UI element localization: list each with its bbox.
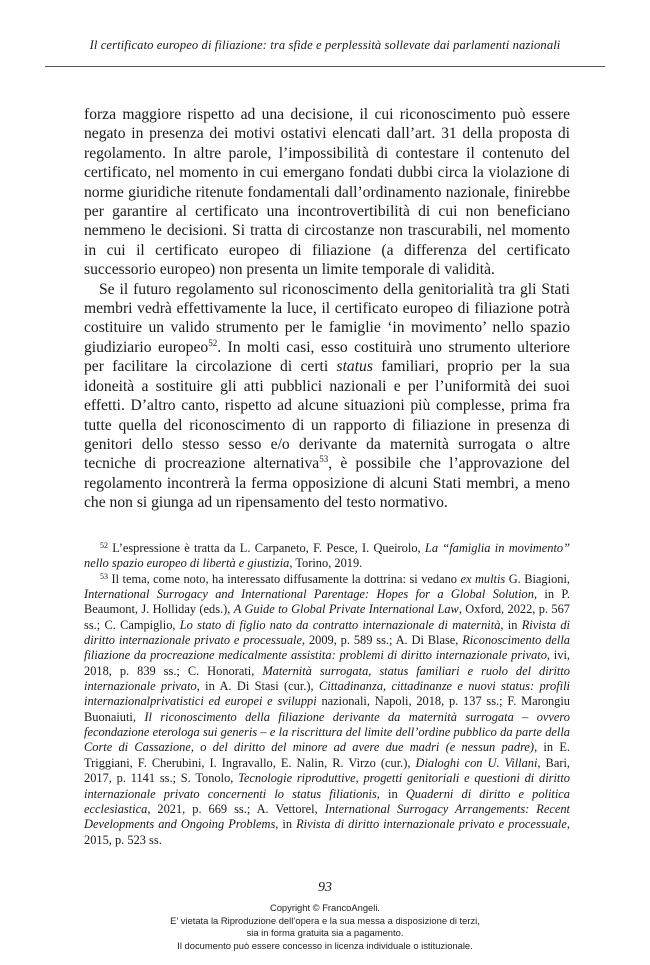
footnote-italic-title: Tecnologie riproduttive, progetti genitoriali e questioni di diritto internazionale privato concernenti lo status filiationis <box>84 771 571 801</box>
body-paragraph-1 <box>84 105 570 280</box>
footnote-text: Il tema, come noto, ha interessato diffusamente la dottrina: si vedano <box>108 571 461 586</box>
footnote-52 <box>84 541 570 572</box>
footnote-text: , 2009, p. 589 ss.; A. Di Blase, <box>302 633 463 648</box>
body-text-segment: , è possibile che l’approvazione del regolamento incontrerà la ferma opposizione di alcuni Stati membri, a meno che non si giunga ad un ripensamento del testo normativo. <box>84 455 570 512</box>
footnote-text: , 2015, p. 523 ss. <box>84 817 570 847</box>
body-text-segment: forza maggiore rispetto ad una decisione, il cui riconoscimento può essere negato in presenza dei motivi ostativi elencati dall’art. 31 della proposta di regolamento. In altre parole, l’impossibilità di contestare il contenuto del certificato, nel momento in cui emergano fondati dubbi circa la violazione di norme giuridiche ritenute fondamentali dall’ordinamento nazionale, finirebbe per garantire al certificato una incontrovertibilità di cui non beneficiano nemmeno le decisioni. Si tratta di circostanze non trascurabili, nel momento in cui il certificato europeo di filiazione (a differenza del certificato successorio europeo) non presenta un limite temporale di validità. <box>84 106 570 279</box>
footnote-italic-title: Riconoscimento della filiazione da procreazione medicalmente assistita: problemi di diritto internazionale privato <box>84 633 571 663</box>
footnote-text: , in A. Di Stasi (cur.), <box>196 679 319 694</box>
footnote-italic-title: Il riconoscimento della filiazione derivante da maternità surrogata – ovvero fecondazione eterologa sui generis – e la riscrittura del limite dell’ordine pubblico da parte della Corte di Cassazione, o del diritto del minore ad avere due madri (e nessun padre) <box>84 709 570 755</box>
footnote-ref-53[interactable]: 53 <box>319 454 329 465</box>
footnote-italic-title: Lo stato di figlio nato da contratto internazionale di maternità <box>179 617 501 632</box>
footnote-text: , 2021, p. 669 ss.; A. Vettorel, <box>147 801 325 816</box>
footnote-text: , Oxford, 2022, p. 567 ss.; C. Campiglio, <box>84 602 571 632</box>
copyright-line: Copyright © FrancoAngeli. <box>269 902 381 913</box>
footnote-italic-title: Rivista di diritto internazionale privato e processuale <box>296 817 567 832</box>
footnote-italic-title: A Guide to Global Private International Law <box>233 602 459 617</box>
footnote-text: , in P. Beaumont, J. Holliday (eds.), <box>84 587 570 617</box>
copyright-line: E’ vietata la Riproduzione dell’opera e la sua messa a disposizione di terzi, <box>170 914 480 926</box>
footnote-italic-title: Dialoghi con U. Villani <box>415 755 538 770</box>
body-text-segment: Se il futuro regolamento sul riconoscimento della genitorialità tra gli Stati membri vedrà effettivamente la luce, il certificato europeo di filiazione potrà costituire un valido strumento per le famiglie ‘in movimento’ nello spazio giudiziario europeo <box>84 280 570 356</box>
body-paragraph-2 <box>84 280 570 513</box>
footnote-text: , in <box>376 786 406 801</box>
footnote-text: , Bari, 2017, p. 1141 ss.; S. Tonolo, <box>84 755 570 786</box>
footnote-number: 53 <box>100 571 108 581</box>
footnote-text: G. Biagioni, <box>505 571 570 586</box>
footnote-italic-title: Maternità surrogata, status familiari e ruolo del diritto internazionale privato <box>84 663 570 694</box>
body-text-segment: . In molti casi, esso costituirà uno strumento ulteriore per facilitare la circolazione di certi <box>84 338 570 376</box>
copyright-notice <box>0 902 650 952</box>
footnote-italic-title: Quaderni di diritto e politica ecclesiastica <box>84 786 570 816</box>
footnote-text: , in E. Triggiani, F. Cherubini, I. Ingravallo, E. Nalin, R. Virzo (cur.), <box>84 740 570 770</box>
footnote-italic-title: La “famiglia in movimento” nello spazio europeo di libertà e giustizia <box>84 541 570 571</box>
footnote-text: , in <box>500 617 522 632</box>
main-text <box>84 105 570 513</box>
footnote-italic-title: ex multis <box>460 571 506 586</box>
copyright-line: Il documento può essere concesso in licenza individuale o istituzionale. <box>177 939 473 951</box>
running-header: Il certificato europeo di filiazione: tra sfide e perplessità sollevate dai parlamenti nazionali <box>89 38 561 52</box>
footnote-text: , ivi, 2018, p. 839 ss.; C. Honorati, <box>84 648 570 678</box>
footnotes-section <box>84 541 570 848</box>
footnote-text: , in <box>275 817 297 832</box>
footnote-text: nazionali, Napoli, 2018, p. 137 ss.; F. Marongiu Buonaiuti, <box>84 694 570 724</box>
footnote-ref-52[interactable]: 52 <box>208 337 218 348</box>
footnote-text: L’espressione è tratta da L. Carpaneto, F. Pesce, I. Queirolo, <box>108 541 425 555</box>
header-divider <box>45 66 605 67</box>
footnote-italic-title: International Surrogacy Arrangements: Recent Developments and Ongoing Problems <box>84 801 570 832</box>
body-italic-term: status <box>336 358 373 376</box>
footnote-text: , Torino, 2019. <box>289 556 363 571</box>
footnote-53 <box>84 572 570 848</box>
footnote-italic-title: International Surrogacy and International Parentage: Hopes for a Global Solution <box>84 587 534 602</box>
copyright-line: sia in forma gratuita sia a pagamento. <box>246 927 404 939</box>
footnote-number: 52 <box>100 541 108 550</box>
page-number: 93 <box>318 880 332 895</box>
footnote-italic-title: Cittadinanza, cittadinanze e nuovi status: profili internazionalprivatistici ed europei e sviluppi <box>84 679 570 709</box>
footnote-italic-title: Rivista di diritto internazionale privato e processuale <box>84 617 571 648</box>
body-text-segment: familiari, proprio per la sua idoneità a sostituire gli atti pubblici nazionali e per l’uniformità dei suoi effetti. D’altro canto, rispetto ad alcune situazioni più complesse, prima fra tutte quella del riconoscimento di un rapporto di filiazione in presenza di genitori dello stesso sesso e/o derivante da maternità surrogata o altre tecniche di procreazione alternativa <box>84 358 570 473</box>
